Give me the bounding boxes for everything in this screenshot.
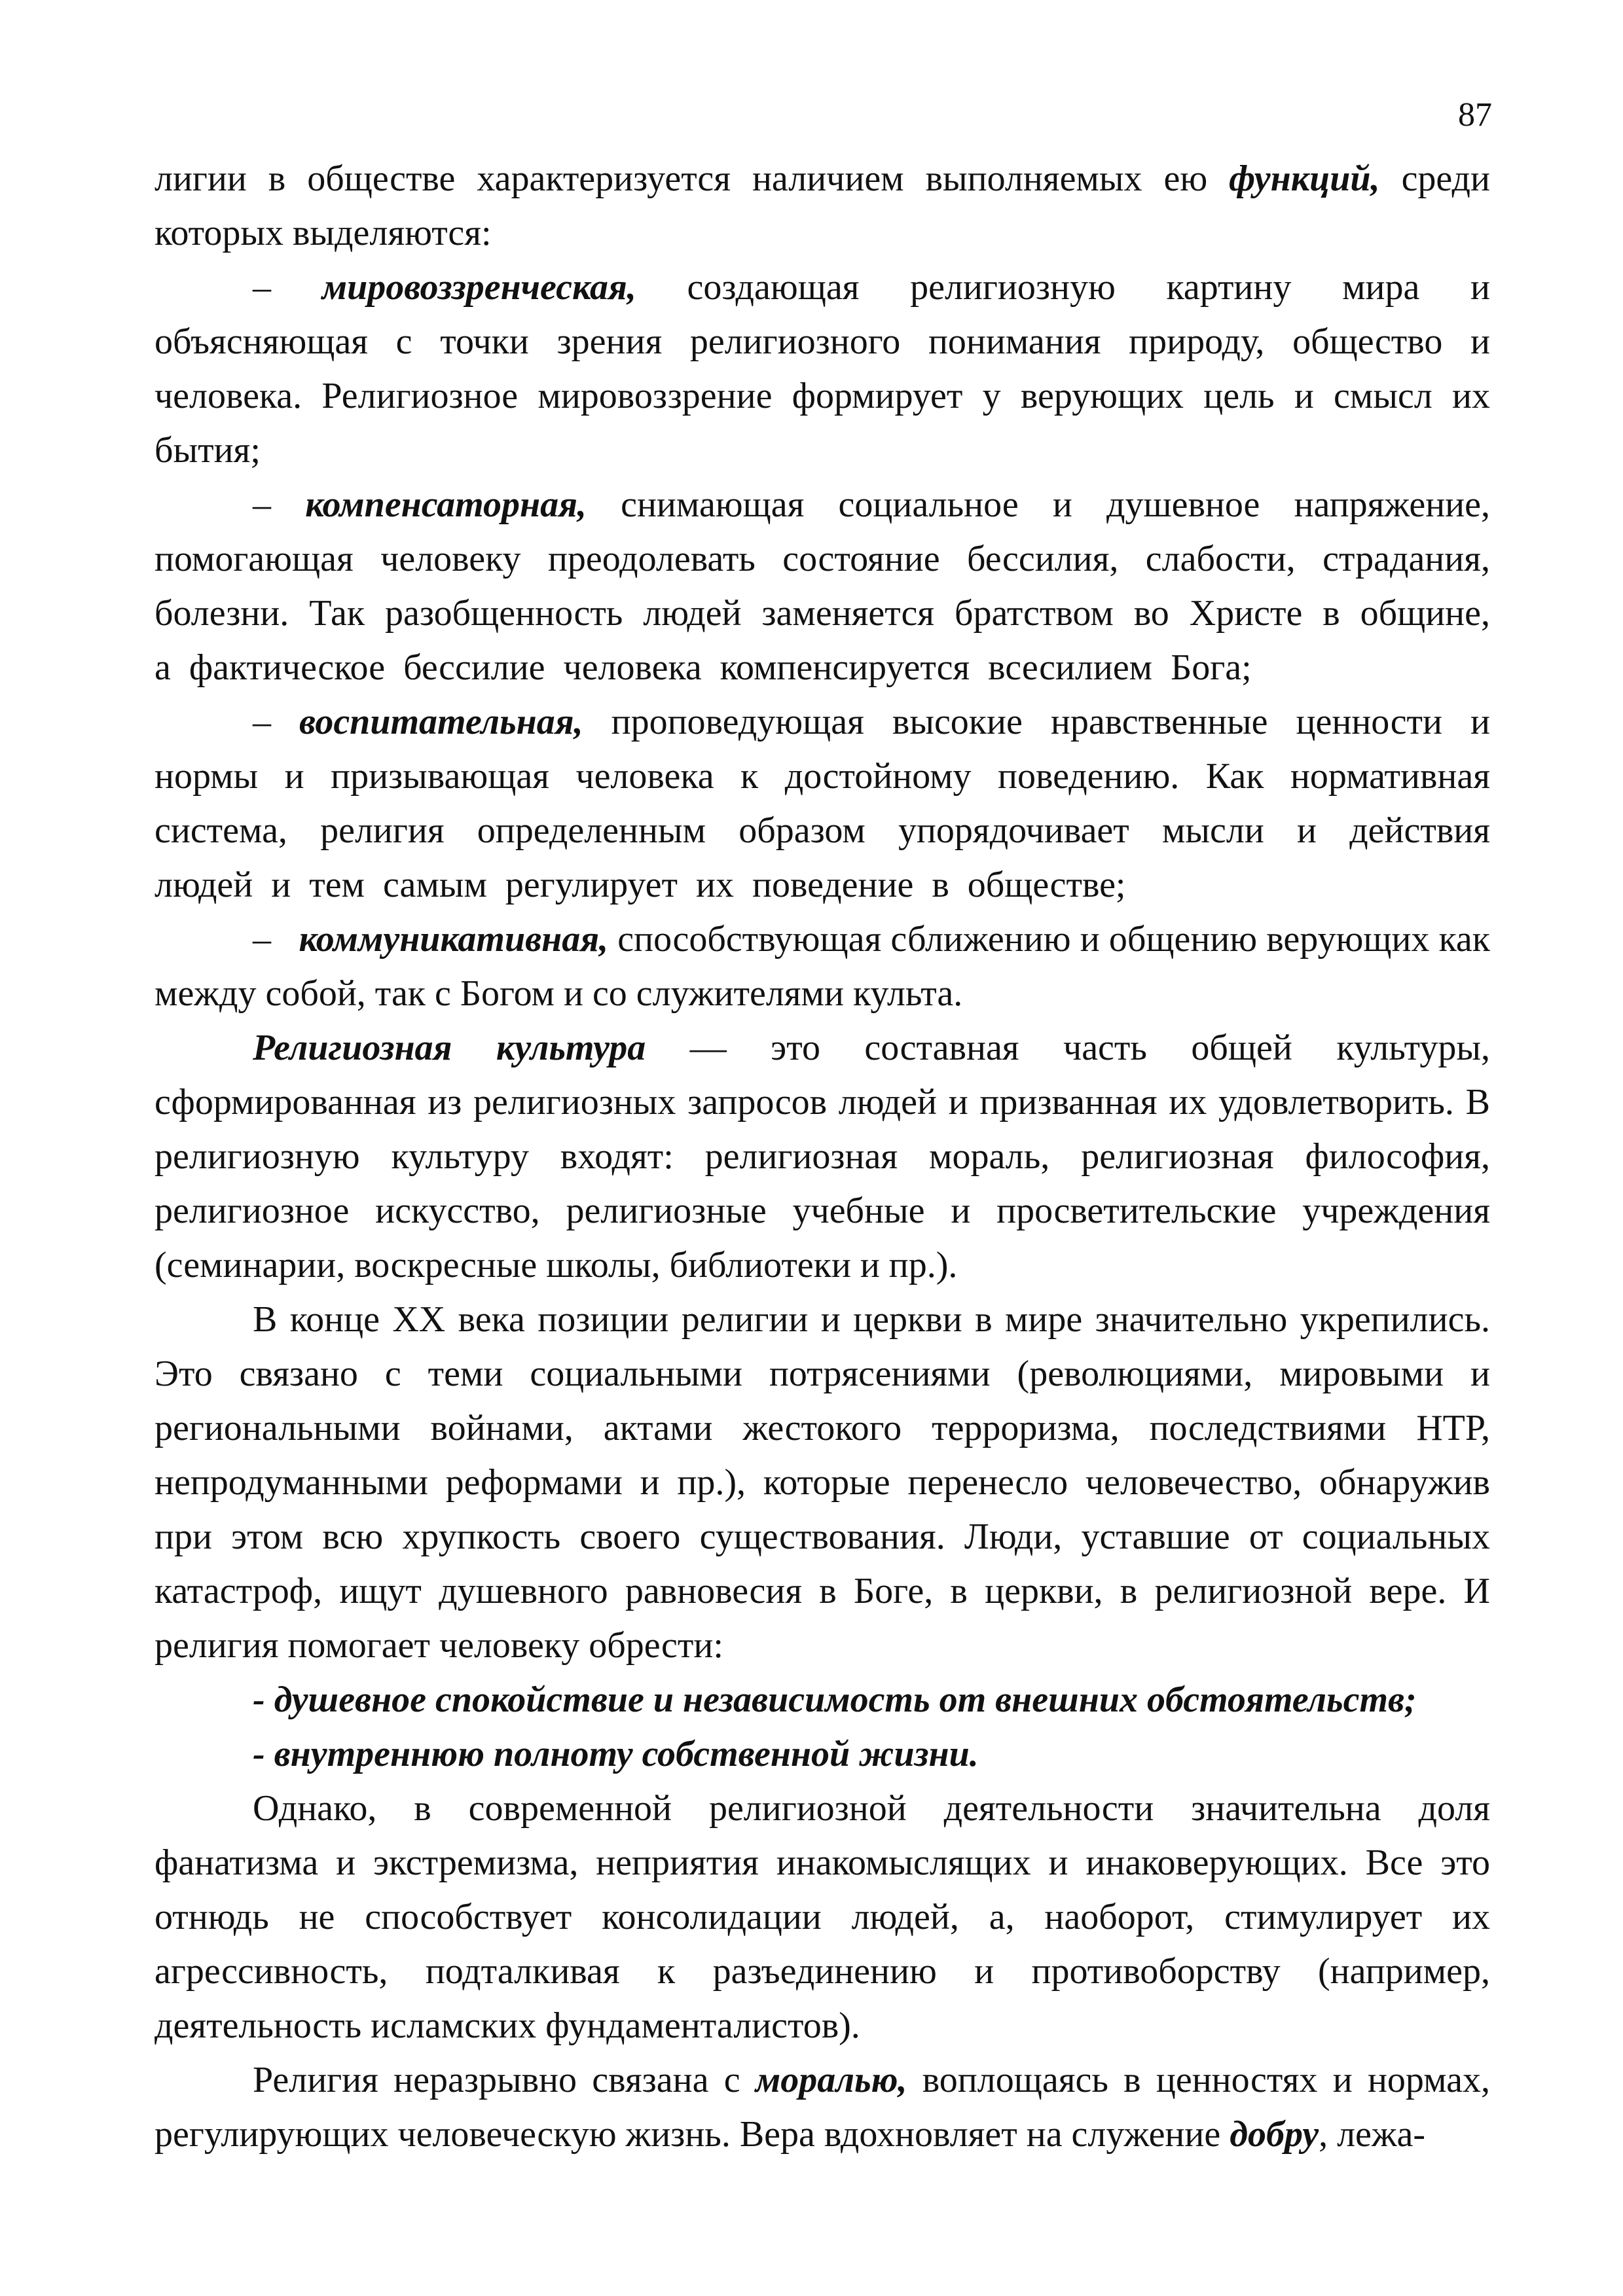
- function-text: создающая религиозную картину мира и объясняющая с точки зрения религиозного понимания природу, общество и человека. Религиозное мировоззрение формирует у верующих цель и смысл их бытия;: [155, 267, 1490, 471]
- function-item-communicative: [155, 912, 1490, 1021]
- dash-marker: –: [253, 267, 322, 308]
- function-text: проповедующая высокие нравственные ценности и нормы и призывающая человека к достойному поведению. Как нормативная система, религия определенным образом упорядочивает мысли и действия людей и тем самым регулирует их поведение в обществе;: [155, 702, 1490, 905]
- paragraph-religious-culture: [155, 1021, 1490, 1293]
- term-educational: воспитательная,: [299, 702, 583, 742]
- dash-marker: –: [253, 919, 299, 960]
- list-item-calm: - душевное спокойствие и независимость от внешних обстоятельств;: [253, 1679, 1417, 1720]
- paragraph-text: , лежа-: [1319, 2114, 1426, 2155]
- body-text: [155, 152, 1490, 2162]
- paragraph-text: среди которых выделяются:: [155, 158, 1491, 253]
- paragraph-twentieth-century: [155, 1293, 1490, 1673]
- paragraph-text: воплощаясь в ценностях и нормах, регулирующих человеческую жизнь. Вера вдохновляет на служение: [155, 2060, 1490, 2155]
- paragraph-text: Однако, в современной религиозной деятельности значительна доля фанатизма и экстремизма, неприятия инакомыслящих и инаковерующих. Все это отнюдь не способствует консолидации людей, а, наоборот, стимулирует их агрессивность, подталкивая к разъединению и противоборству (например, деятельность исламских фундаменталистов).: [155, 1788, 1490, 2046]
- function-text: снимающая социальное и душевное напряжение, помогающая человеку преодолевать состояние бессилия, слабости, страдания, болезни. Так разобщенность людей заменяется братством во Христе в общине, а фактическое бессилие человека компенсируется всесилием Бога;: [155, 484, 1491, 688]
- paragraph-functions-intro: [155, 152, 1490, 260]
- paragraph-text: В конце XX века позиции религии и церкви в мире значительно укрепились. Это связано с теми социальными потрясениями (революциями, мировыми и региональными войнами, актами жестокого терроризма, последствиями НТР, непродуманными реформами и пр.), которые перенесло человечество, обнаружив при этом всю хрупкость своего существования. Люди, уставшие от социальных катастроф, ищут душевного равновесия в Боге, в церкви, в религиозной вере. И религия помогает человеку обрести:: [155, 1299, 1490, 1666]
- paragraph-text: Религия неразрывно связана с: [253, 2060, 756, 2100]
- term-religious-culture: Религиозная культура: [253, 1028, 646, 1068]
- function-item-worldview: [155, 260, 1490, 478]
- term-communicative: коммуникативная,: [299, 919, 609, 960]
- term-worldview: мировоззренческая,: [321, 267, 636, 308]
- dash-marker: –: [253, 484, 306, 525]
- paragraph-text: лигии в обществе характеризуется наличием выполняемых ею: [155, 158, 1230, 199]
- term-functions: функций,: [1229, 158, 1380, 199]
- function-item-compensatory: [155, 478, 1490, 695]
- page-number: 87: [1458, 96, 1492, 134]
- term-morality: моралью,: [755, 2060, 907, 2100]
- paragraph-morality: [155, 2053, 1490, 2162]
- paragraph-text: — это составная часть общей культуры, сформированная из религиозных запросов людей и призванная их удовлетворить. В религиозную культуру входят: религиозная мораль, религиозная философия, религиозное искусство, религиозные учебные и просветительские учреждения (семинарии, воскресные школы, библиотеки и пр.).: [155, 1028, 1490, 1285]
- dash-marker: –: [253, 702, 300, 742]
- function-text: способствующая сближению и общению верующих как между собой, так с Богом и со служителями культа.: [155, 919, 1490, 1014]
- list-item-fullness: - внутреннюю полноту собственной жизни.: [253, 1734, 979, 1774]
- paragraph-fanaticism: [155, 1782, 1490, 2053]
- term-good: добру: [1230, 2114, 1319, 2155]
- function-item-educational: [155, 695, 1490, 912]
- term-compensatory: компенсаторная,: [305, 484, 587, 525]
